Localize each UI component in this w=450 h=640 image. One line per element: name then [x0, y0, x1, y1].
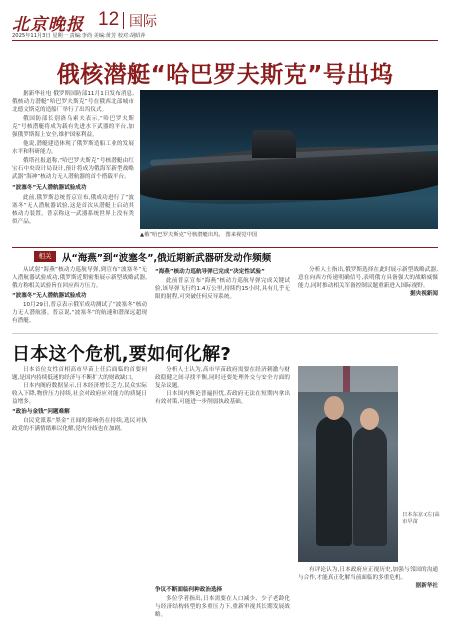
person-figure — [316, 416, 352, 546]
main-headline: 俄核潜艇“哈巴罗夫斯克”号出坞 — [56, 62, 394, 88]
masthead — [12, 6, 438, 40]
related-paragraph: 此前普京宣布“海燕”核动力巡航导弹完成关键试验,该导弹飞行约1.4万公里,持续约15小时,具有几乎无限的射程,可突破任何反导系统。 — [155, 278, 290, 300]
politician-photo — [298, 366, 398, 562]
date-line: 2025年11月3日 星期一 责编:李尚 美编:黄芳 校对:胡昭萍 — [12, 33, 146, 39]
article1-paragraph: 俄国防部长别洛乌索夫表示,“哈巴罗夫斯克”号核潜艇将成为载有先进水下武器的平台,加强俄罗斯海上安全,维护国家利益。 — [12, 116, 134, 138]
related-paragraph: 从试射“海燕”核动力巡航导弹,到宣布“波塞冬”无人潜航器试验成功,俄罗斯近期密集展示新型战略武器,俄方称相关试验旨在回应西方压力。 — [12, 267, 147, 289]
article2-column-4 — [155, 584, 290, 619]
section-rule — [12, 333, 438, 334]
flag-backdrop — [298, 366, 398, 392]
person-head — [324, 396, 344, 420]
article2-paragraph: 多位学者指出,日本需要在人口减少、少子老龄化与经济结构转型的多重压力下,重新审视其长期发展战略。 — [155, 596, 290, 618]
article2-column-2 — [155, 366, 290, 406]
article2-paragraph: 分析人士认为,高市早苗政府需要在经济刺激与财政稳健之间寻找平衡,同时还要处理外交与安全方面的复杂议题。 — [155, 367, 290, 389]
submarine-photo — [140, 90, 438, 229]
article1-paragraph: 俄塔社报道称,“哈巴罗夫斯克”号核潜艇由红宝石中央设计局设计,预计将成为俄海军新型战略武器“海神”核动力无人潜航器的首个搭载平台。 — [12, 158, 134, 180]
person-figure — [353, 426, 387, 546]
photo-caption-2: 日本东京:(左)高市早苗 — [402, 512, 440, 525]
photo-caption: ▲俄“哈巴罗夫斯克”号核潜艇出坞。 图来视觉中国 — [140, 232, 258, 238]
top-rule — [12, 40, 438, 41]
person-head — [360, 408, 379, 430]
water — [140, 200, 438, 229]
article2-paragraph: 自民党派系“黑金”丑闻的影响仍在持续,选民对执政党的不满情绪难以化解,党内分歧也在加剧。 — [12, 418, 147, 432]
article2-column-1 — [12, 366, 147, 433]
related-paragraph: 10月29日,普京表示俄军成功测试了“波塞冬”核动力无人潜航器。普京说,“波塞冬”的航速和潜深远超现有潜艇。 — [12, 302, 147, 324]
related-subheading: “波塞冬”无人潜航器试验成功 — [12, 293, 87, 299]
article1-text-column — [12, 90, 134, 227]
page-number: 12 — [98, 9, 120, 30]
related-column-1 — [12, 266, 147, 325]
article2-paragraph: 有评论认为,日本政府应正视历史,加强与邻国的沟通与合作,才能真正化解当前面临的多重危机。 — [298, 567, 438, 581]
newspaper-logo: 北京晚报 — [12, 15, 84, 35]
related-byline: 据央视新闻 — [410, 291, 438, 297]
submarine-sail — [252, 130, 296, 158]
related-title: 从“海燕”到“波塞冬”,俄近期新武器研发动作频频 — [62, 253, 272, 264]
article2-subheading: 争议不断面临何种政治选择 — [155, 587, 223, 593]
article2-subheading: “政治与金钱”问题难解 — [12, 409, 70, 415]
section-name: 国际 — [129, 14, 157, 30]
article1-paragraph: 他说,潜艇建造体现了俄罗斯造船工业的发展水平和科研能力。 — [12, 141, 134, 155]
article2-column-3 — [298, 566, 438, 590]
article1-paragraph: 据新华社电 俄罗斯国防部11月1日发布消息,俄核动力潜艇“哈巴罗夫斯克”号在俄西北部城市北德文斯克的造船厂举行了出坞仪式。 — [12, 91, 134, 113]
article2-paragraph: 日本国内舆论普遍担忧,若政府无法在短期内拿出有效对策,可能进一步削弱执政基础。 — [155, 391, 290, 405]
article1-paragraph: 此前,俄罗斯总统普京宣布,俄成功进行了“波塞冬”无人潜航器试验,这是首次从潜艇上启动其核动力装置。普京称这一武器系统世界上没有类似产品。 — [12, 195, 134, 225]
related-paragraph: 分析人士指出,俄罗斯选择在此时展示新型战略武器,意在向西方传递明确信号,表明俄方具备强大的战略威慑能力,同时推动相关军备控制议题重新进入国际视野。 — [298, 267, 438, 289]
related-subheading: “海燕”核动力巡航导弹已完成“决定性试验” — [155, 269, 265, 275]
article2-byline: 据新华社 — [415, 583, 438, 589]
article1-subheading: “波塞冬”无人潜航器试验成功 — [12, 185, 87, 191]
related-column-3 — [298, 266, 438, 298]
related-column-2 — [155, 266, 290, 301]
related-tag: 相关 — [34, 251, 56, 262]
article2-paragraph: 日本内阁府数据显示,日本经济增长乏力,民众实际收入下降,物价压力持续,社会对政府应对能力的质疑日益增多。 — [12, 383, 147, 405]
masthead-divider — [123, 12, 124, 29]
article2-paragraph: 日本首位女性首相高市早苗上任后面临的首要问题,是国内持续低迷的经济与不断扩大的财政缺口。 — [12, 367, 147, 381]
secondary-headline: 日本这个危机,要如何化解? — [12, 344, 232, 365]
related-banner — [12, 247, 438, 263]
